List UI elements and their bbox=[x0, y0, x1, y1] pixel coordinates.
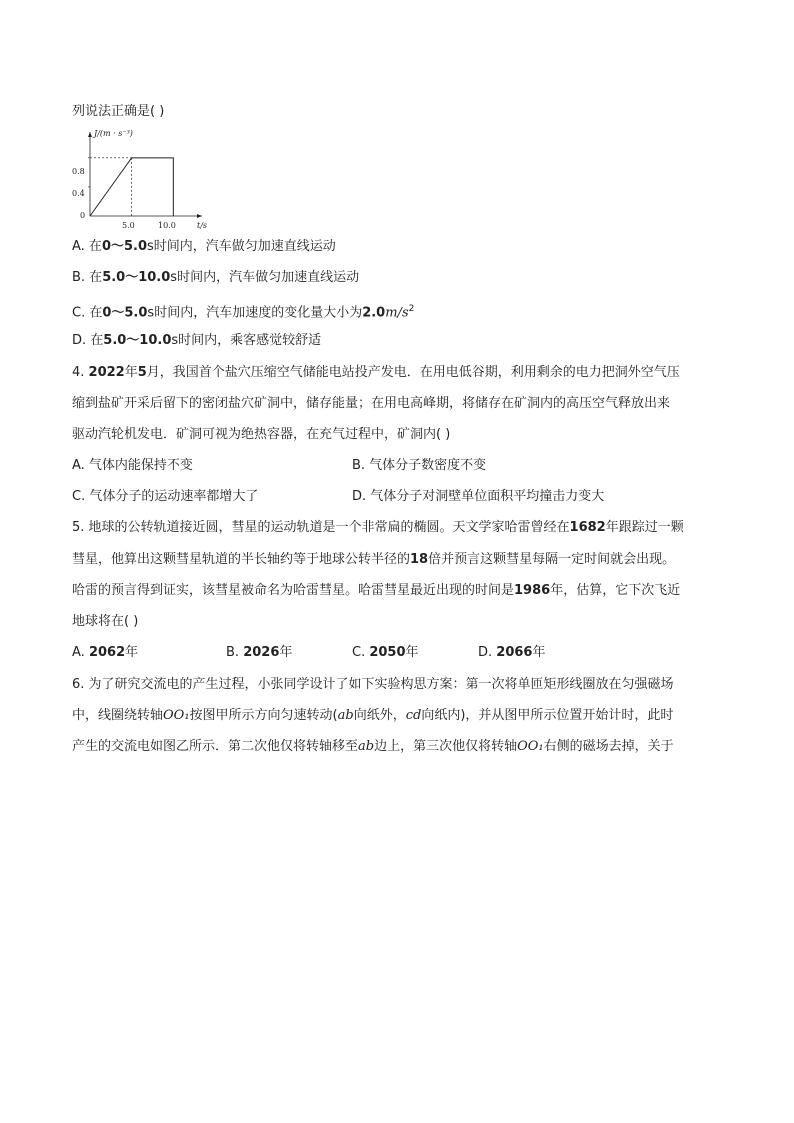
y-tick-0-8: 0.8 bbox=[72, 167, 85, 176]
q5-stem-line-4: 地球将在( ) bbox=[72, 614, 139, 629]
q3-option-c[interactable]: C. 在0～5.0s时间内，汽车加速度的变化量大小为$2.0m/s^2$ bbox=[72, 304, 415, 321]
q5-option-d[interactable]: D. 2066年 bbox=[478, 645, 546, 660]
q6-stem-line-2: 中，线圈绕转轴OO₁按图甲所示方向匀速转动(ab向纸外，cd向纸内)，并从图甲所示位置开始计时，此时 bbox=[72, 708, 674, 723]
x-tick-10: 10.0 bbox=[158, 221, 176, 230]
q5-option-b[interactable]: B. 2026年 bbox=[226, 645, 293, 660]
x-axis-arrow bbox=[197, 214, 202, 218]
q4-stem-line-1: 4. 2022年5月，我国首个盐穴压缩空气储能电站投产发电．在用电低谷期，利用剩余的电力把洞外空气压 bbox=[72, 365, 680, 380]
q4-option-b[interactable]: B. 气体分子数密度不变 bbox=[352, 458, 487, 473]
q3-option-d[interactable]: D. 在5.0～10.0s时间内，乘客感觉较舒适 bbox=[72, 333, 322, 348]
graph-axes bbox=[88, 132, 202, 218]
q5-option-a[interactable]: A. 2062年 bbox=[72, 645, 139, 660]
acceleration-change-rate-graph bbox=[70, 126, 210, 232]
q5-stem-line-2: 彗星，他算出这颗彗星轨道的半长轴约等于地球公转半径的18倍并预言这颗彗星每隔一定时间就会出现。 bbox=[72, 552, 676, 567]
q4-option-d[interactable]: D. 气体分子对洞壁单位面积平均撞击力变大 bbox=[352, 489, 605, 504]
q4-option-a[interactable]: A. 气体内能保持不变 bbox=[72, 458, 193, 473]
x-axis-label: t/s bbox=[197, 221, 208, 230]
q3-option-b[interactable]: B. 在5.0～10.0s时间内，汽车做匀加速直线运动 bbox=[72, 270, 360, 285]
x-tick-5: 5.0 bbox=[122, 221, 135, 230]
q6-stem-line-3: 产生的交流电如图乙所示．第二次他仅将转轴移至ab边上，第三次他仅将转轴OO₁右侧的磁场去掉，关于 bbox=[72, 739, 674, 754]
graph-marks bbox=[90, 158, 173, 216]
y-axis-label: J/(m · s⁻³) bbox=[94, 129, 133, 138]
q4-stem-line-2: 缩到盐矿开采后留下的密闭盐穴矿洞中，储存能量；在用电高峰期，将储存在矿洞内的高压空气释放出来 bbox=[72, 396, 671, 411]
y-tick-0-4: 0.4 bbox=[72, 189, 85, 198]
q4-option-c[interactable]: C. 气体分子的运动速率都增大了 bbox=[72, 489, 259, 504]
q5-option-c[interactable]: C. 2050年 bbox=[352, 645, 419, 660]
y-tick-0: 0 bbox=[80, 211, 86, 220]
q5-stem-line-3: 哈雷的预言得到证实，该彗星被命名为哈雷彗星。哈雷彗星最近出现的时间是1986年，估算，它下次飞近 bbox=[72, 583, 681, 598]
y-axis-arrow bbox=[88, 132, 92, 137]
q3-option-a[interactable]: A. 在0～5.0s时间内，汽车做匀加速直线运动 bbox=[72, 239, 336, 254]
q5-stem-line-1: 5. 地球的公转轨道接近圆，彗星的运动轨道是一个非常扁的椭圆。天文学家哈雷曾经在1682年跟踪过一颗 bbox=[72, 520, 684, 535]
question-intro: 列说法正确是( ) bbox=[72, 104, 165, 119]
q4-stem-line-3: 驱动汽轮机发电．矿洞可视为绝热容器，在充气过程中，矿洞内( ) bbox=[72, 427, 451, 442]
q6-stem-line-1: 6. 为了研究交流电的产生过程，小张同学设计了如下实验构思方案：第一次将单匝矩形线圈放在匀强磁场 bbox=[72, 677, 674, 692]
